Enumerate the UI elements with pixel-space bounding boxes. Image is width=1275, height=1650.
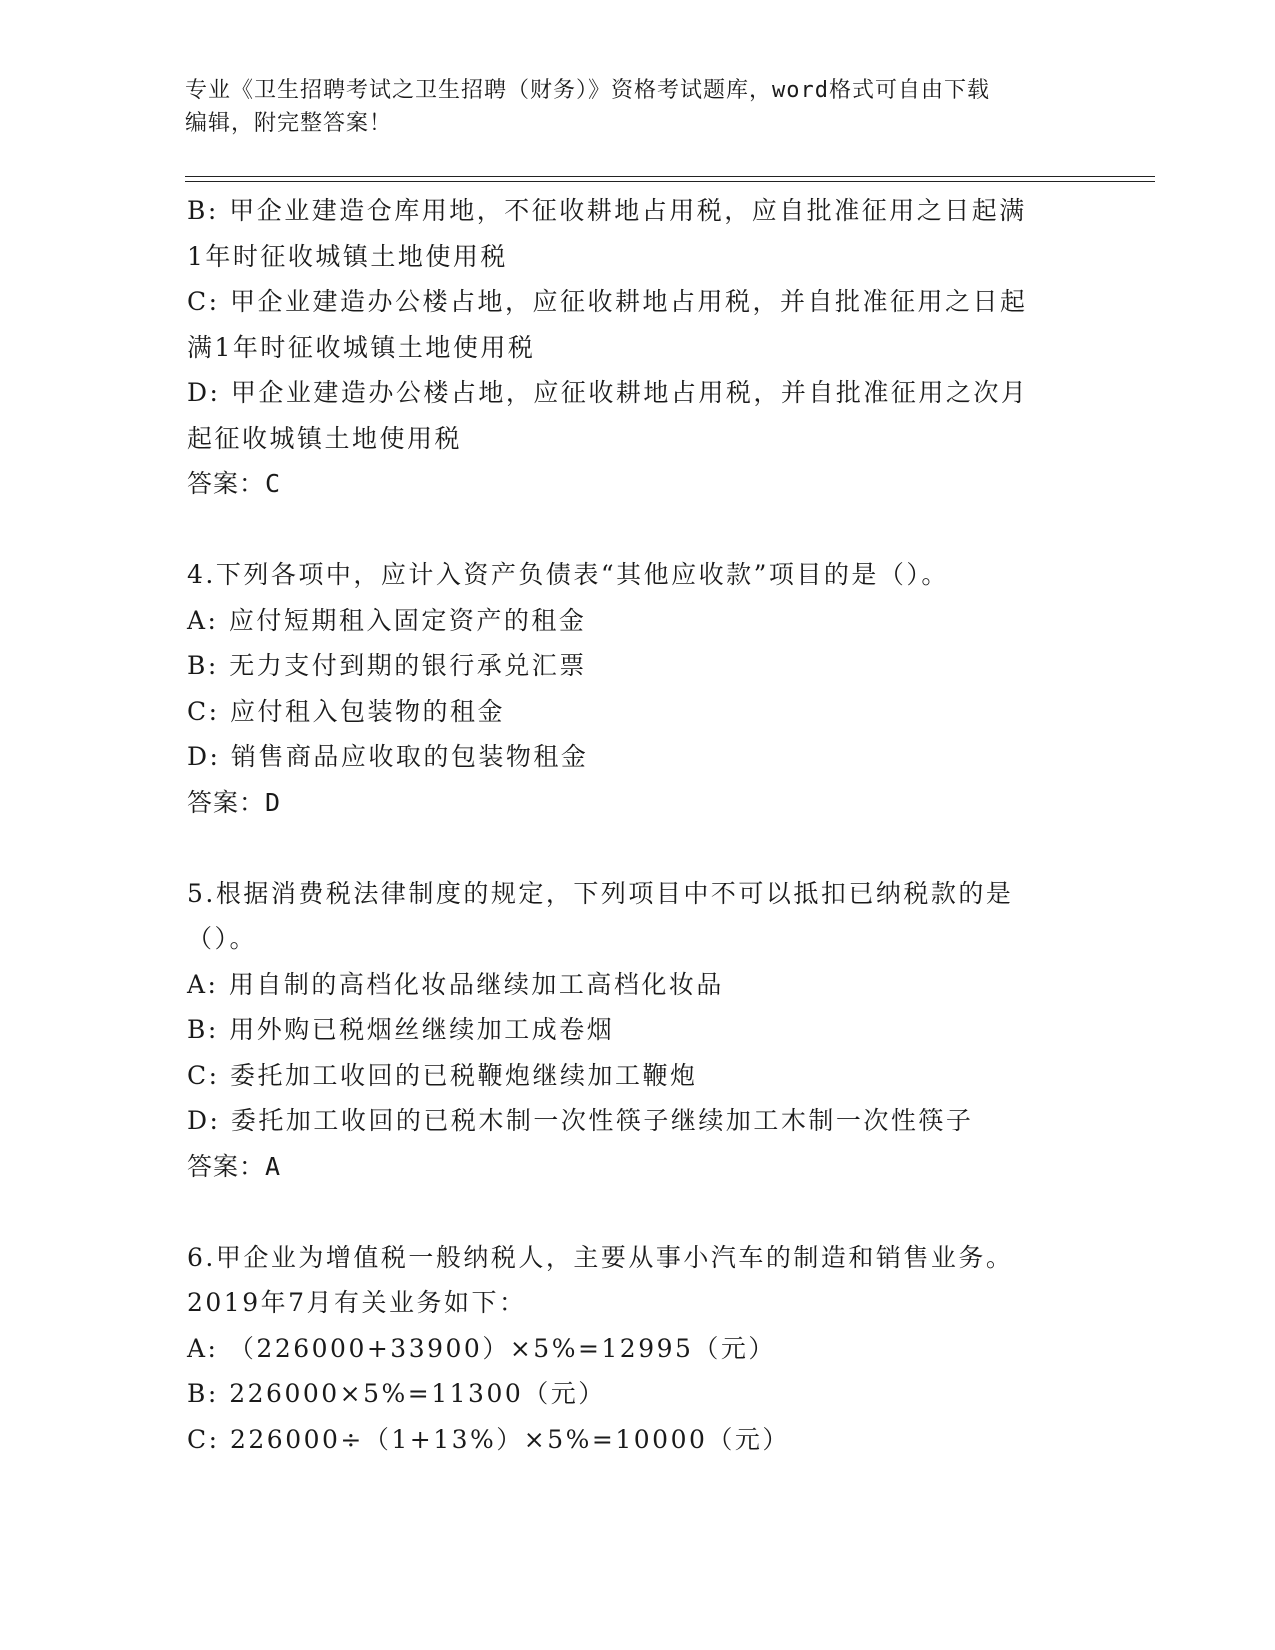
question-5 xyxy=(187,871,1087,1190)
question-stem-line1: 6.甲企业为增值税一般纳税人，主要从事小汽车的制造和销售业务。 xyxy=(187,1242,1014,1272)
option-d: D: 销售商品应收取的包装物租金 xyxy=(187,742,589,771)
question-spacer xyxy=(187,507,1087,553)
question-stem-line2: （）。 xyxy=(187,924,258,953)
question-spacer xyxy=(187,825,1087,871)
option-a: A: （226000+33900）×5%=12995（元） xyxy=(187,1333,776,1363)
option-d-line2: 起征收城镇土地使用税 xyxy=(187,423,463,453)
option-b: B: 226000×5%=11300（元） xyxy=(187,1379,606,1408)
option-d-line1: D: 甲企业建造办公楼占地，应征收耕地占用税，并自批准征用之次月 xyxy=(187,378,1029,407)
question-3-tail xyxy=(187,188,1087,507)
option-c: C: 应付租入包装物的租金 xyxy=(187,696,505,726)
option-c-line2: 满1年时征收城镇土地使用税 xyxy=(187,332,536,362)
option-a: A: 应付短期租入固定资产的租金 xyxy=(187,605,587,635)
question-stem-line1: 5.根据消费税法律制度的规定，下列项目中不可以抵扣已纳税款的是 xyxy=(187,878,1014,908)
answer-line: 答案：C xyxy=(187,469,282,498)
option-b: B: 无力支付到期的银行承兑汇票 xyxy=(187,651,587,680)
answer-line: 答案：D xyxy=(187,787,282,817)
header-divider-bottom xyxy=(185,181,1155,182)
question-stem-line2: 2019年7月有关业务如下： xyxy=(187,1288,527,1317)
option-a: A: 用自制的高档化妆品继续加工高档化妆品 xyxy=(187,969,724,999)
answer-line: 答案：A xyxy=(187,1151,282,1181)
question-spacer xyxy=(187,1189,1087,1235)
option-b-line2: 1年时征收城镇土地使用税 xyxy=(187,241,508,271)
header-divider-top xyxy=(185,176,1155,177)
header-title-line1: 专业《卫生招聘考试之卫生招聘（财务）》资格考试题库，word格式可自由下载 xyxy=(185,78,990,103)
document-header xyxy=(185,74,1085,140)
question-stem: 4.下列各项中，应计入资产负债表“其他应收款”项目的是（）。 xyxy=(187,560,949,589)
header-title-line2: 编辑，附完整答案！ xyxy=(185,111,393,136)
option-c: C: 226000÷（1+13%）×5%=10000（元） xyxy=(187,1424,790,1454)
question-4 xyxy=(187,552,1087,825)
question-list xyxy=(187,188,1087,1462)
question-6 xyxy=(187,1235,1087,1463)
option-d: D: 委托加工收回的已税木制一次性筷子继续加工木制一次性筷子 xyxy=(187,1106,974,1135)
option-c-line1: C: 甲企业建造办公楼占地，应征收耕地占用税，并自批准征用之日起 xyxy=(187,287,1028,316)
option-c: C: 委托加工收回的已税鞭炮继续加工鞭炮 xyxy=(187,1060,698,1090)
option-b: B: 用外购已税烟丝继续加工成卷烟 xyxy=(187,1015,615,1044)
option-b-line1: B: 甲企业建造仓库用地，不征收耕地占用税，应自批准征用之日起满 xyxy=(187,196,1027,225)
